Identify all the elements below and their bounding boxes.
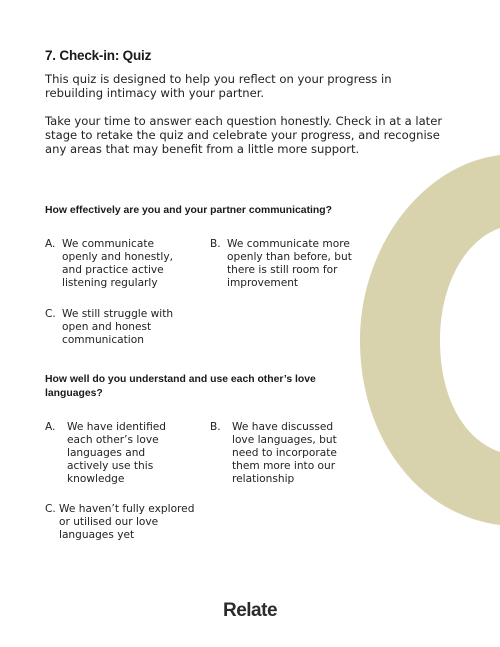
option-letter: C. <box>45 503 56 515</box>
option-letter: A. <box>45 421 56 433</box>
intro-paragraph: This quiz is designed to help you reflect on your progress in rebuilding intimacy with your partner. <box>45 72 392 100</box>
option-text: We communicate more openly than before, but there is still room for improvement <box>227 238 352 289</box>
option-text: We haven’t fully explored or utilised our love languages yet <box>59 503 195 541</box>
option-text: We still struggle with open and honest communication <box>62 308 174 346</box>
instructions-paragraph: Take your time to answer each question honestly. Check in at a later stage to retake the quiz and celebrate your progress, and recognise any areas that may benefit from a little more support. <box>45 114 443 156</box>
option-letter: A. <box>45 238 56 250</box>
question-heading: How effectively are you and your partner communicating? <box>45 205 332 216</box>
question-heading: How well do you understand and use each other’s love languages? <box>45 374 316 399</box>
option-text: We have identified each other’s love languages and actively use this knowledge <box>67 421 167 485</box>
page-title: 7. Check-in: Quiz <box>45 48 152 63</box>
option-text: We have discussed love languages, but need to incorporate them more into our relationship <box>232 421 337 485</box>
option-text: We communicate openly and honestly, and practice active listening regularly <box>62 238 173 289</box>
option-letter: B. <box>210 421 221 433</box>
relate-logo: Relate <box>222 600 278 621</box>
option-letter: C. <box>45 308 56 320</box>
option-letter: B. <box>210 238 221 250</box>
